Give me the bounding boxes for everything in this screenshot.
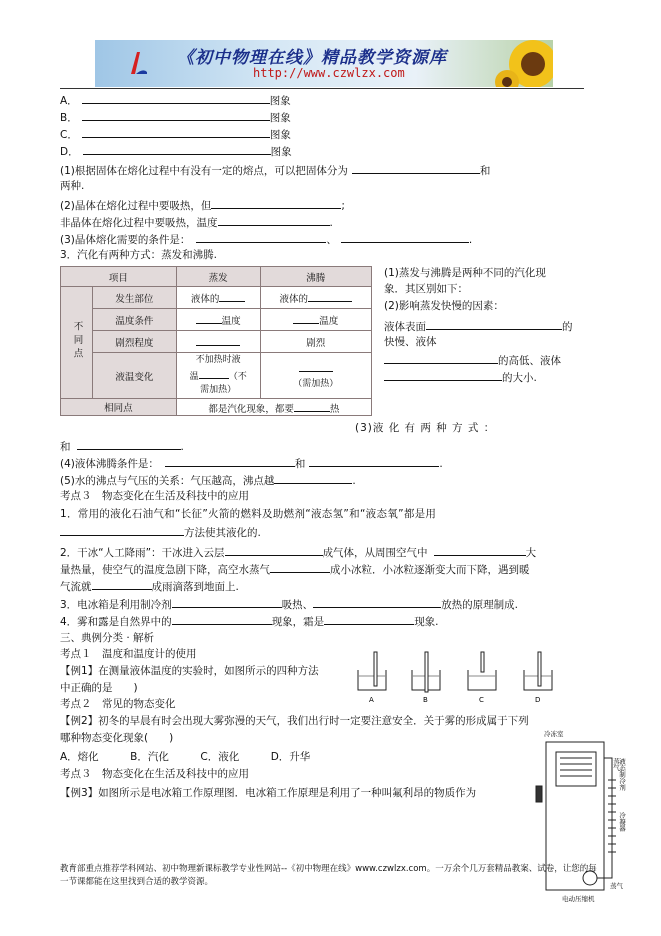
- section-point2: 考点２ 常见的物态变化: [60, 698, 176, 710]
- boiling-pressure-line: (5)水的沸点与气压的关系：气压越高，沸点越 .: [60, 472, 356, 489]
- right-line-6: 的高低、液体: [384, 352, 561, 369]
- right-line-2: 象．其区别如下：: [384, 283, 468, 295]
- table-cell: [176, 331, 260, 353]
- table-cell: 液体的: [260, 287, 371, 309]
- example-1b: 中正确的是 ): [60, 682, 138, 694]
- melting-line-1: (1)根据固体在熔化过程中有没有一定的熔点，可以把固体分为 和: [60, 162, 490, 179]
- section-point1: 考点１ 温度和温度计的使用: [60, 648, 197, 660]
- banner-url[interactable]: http://www.czwlzx.com: [253, 66, 405, 80]
- right-line-1: (1)蒸发与沸腾是两种不同的汽化现: [384, 267, 546, 279]
- sunflower-icon: [493, 40, 553, 87]
- section-examples: 三、典例分类 · 解析: [60, 632, 155, 644]
- table-header-item: 项目: [61, 267, 177, 287]
- figure-label: A: [369, 696, 374, 704]
- fridge-label: 液态制冷剂: [618, 758, 626, 791]
- table-row-label: 温度条件: [92, 309, 176, 331]
- table-row-label: 剧烈程度: [92, 331, 176, 353]
- right-line-4: 液体表面 的: [384, 318, 573, 335]
- example-2: 【例2】初冬的早晨有时会出现大雾弥漫的天气，我们出行时一定要注意安全．关于雾的形成属于下列: [60, 715, 529, 727]
- header-banner: [95, 40, 553, 87]
- option-c: C． 图象: [60, 126, 291, 143]
- thermometer-methods-figure: [352, 650, 566, 706]
- table-cell: 剧烈: [260, 331, 371, 353]
- right-line-5: 快慢、液体: [384, 336, 437, 348]
- melting-line-4: (3)晶体熔化需要的条件是： 、 .: [60, 231, 472, 248]
- melting-line-3: 非晶体在熔化过程中要吸热，温度 .: [60, 214, 333, 231]
- table-group-different: 不同点: [61, 287, 93, 399]
- fridge-label: 冷冻室: [544, 730, 564, 738]
- site-logo-icon: [127, 50, 149, 76]
- question-1: 1．常用的液化石油气和“长征”火箭的燃料及助燃剂“液态氢”和“液态氧”都是用: [60, 508, 437, 520]
- table-cell: 温度: [260, 309, 371, 331]
- option-d: D． 图象: [60, 143, 292, 160]
- page-footer: 教育部重点推荐学科网站、初中物理新课标教学专业性网站--《初中物理在线》www.czwlzx.com。一万余个几万套精品教案、试卷，让您的每一节课都能在这里找到合适的教学资源。: [60, 864, 597, 887]
- table-header-boiling: 沸腾: [260, 267, 371, 287]
- example-3: 【例3】如图所示是电冰箱工作原理图．电冰箱工作原理是利用了一种叫氟利昂的物质作为: [60, 787, 477, 799]
- banner-title: 《初中物理在线》精品教学资源库: [177, 48, 447, 68]
- table-row-label: 发生部位: [92, 287, 176, 309]
- question-1b: 方法使其液化的.: [60, 524, 261, 541]
- table-row-label: 液温变化: [92, 353, 176, 399]
- fridge-label: 电动压缩机: [562, 895, 595, 903]
- example-2b: 哪种物态变化现象( ): [60, 732, 174, 744]
- table-cell: （需加热）: [260, 353, 371, 399]
- liquefaction-line-2: 和 .: [60, 438, 184, 455]
- table-cell: 温度: [176, 309, 260, 331]
- right-line-7: 的大小.: [384, 369, 537, 386]
- boiling-condition-line: (4)液体沸腾条件是： 和 .: [60, 455, 443, 472]
- fridge-label: 冷凝器: [618, 812, 626, 832]
- question-2: 2．干冰“人工降雨”：干冰进入云层 成气体，从周围空气中 大: [60, 544, 536, 561]
- example-1: 【例1】在测量液体温度的实验时，如图所示的四种方法: [60, 665, 319, 677]
- figure-label: C: [479, 696, 484, 704]
- table-header-evaporation: 蒸发: [176, 267, 260, 287]
- right-line-3: (2)影响蒸发快慢的因素：: [384, 300, 504, 312]
- question-2b: 量热量，使空气的温度急剧下降，高空水蒸气 成小冰粒．小冰粒逐渐变大而下降，遇到暖: [60, 561, 530, 578]
- question-4: 4．雾和露是自然界中的 现象，霜是 现象.: [60, 613, 439, 630]
- figure-label: D: [535, 696, 541, 704]
- section-point3b: 考点３ 物态变化在生活及科技中的应用: [60, 768, 249, 780]
- vaporization-intro: 3．汽化有两种方式：蒸发和沸腾.: [60, 249, 218, 261]
- question-3: 3．电冰箱是利用制冷剂 吸热、 放热的原理制成.: [60, 596, 518, 613]
- evaporation-boiling-table: [60, 266, 372, 416]
- example-2-options: A．熔化 B．汽化 C．液化 D．升华: [60, 751, 311, 763]
- figure-label: B: [423, 696, 428, 704]
- option-b: B． 图象: [60, 109, 291, 126]
- melting-line-2: (2)晶体在熔化过程中要吸热，但 ;: [60, 197, 345, 214]
- table-same-cell: 都是汽化现象，都要 热: [176, 399, 371, 416]
- table-cell: 液体的: [176, 287, 260, 309]
- melting-line-1b: 两种.: [60, 180, 85, 192]
- fridge-label: 蒸气: [610, 882, 623, 890]
- table-cell: 不加热时液 温 （不 需加热）: [176, 353, 260, 399]
- fridge-label: 蒸气: [612, 758, 620, 771]
- option-a: A． 图象: [60, 92, 291, 109]
- table-same-label: 相同点: [61, 399, 177, 416]
- section-point3: 考点３ 物态变化在生活及科技中的应用: [60, 490, 249, 502]
- liquefaction-line: (3)液 化 有 两 种 方 式 ：: [355, 422, 496, 434]
- question-2c: 气流就 成雨滴落到地面上.: [60, 578, 239, 595]
- header-rule: [60, 88, 584, 89]
